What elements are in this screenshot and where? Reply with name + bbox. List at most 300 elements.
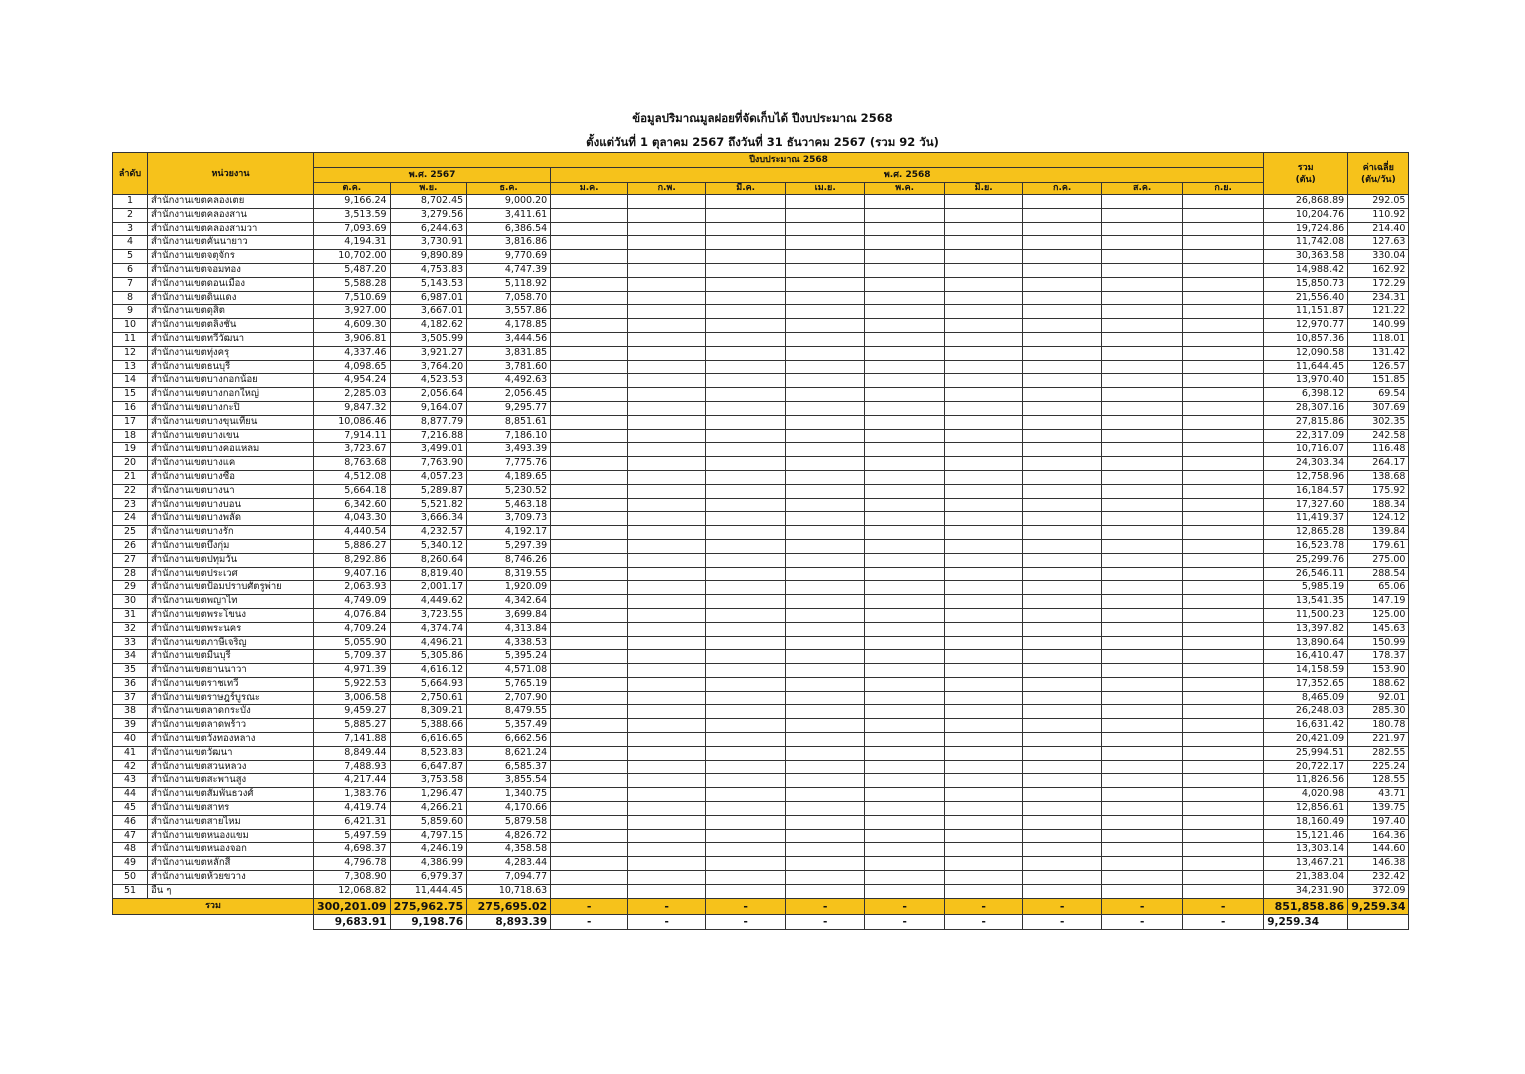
empty-month-cell: [1102, 401, 1183, 415]
unit-name: สำนักงานเขตวัฒนา: [148, 746, 314, 760]
empty-month-cell: [551, 291, 628, 305]
row-number: 45: [113, 802, 148, 816]
row-average: 131.42: [1348, 346, 1409, 360]
empty-month-cell: [1023, 346, 1102, 360]
month-value: 4,747.39: [467, 263, 551, 277]
empty-month-cell: [551, 484, 628, 498]
empty-month-cell: [786, 746, 865, 760]
empty-month-cell: [1183, 222, 1264, 236]
row-total: 15,850.73: [1264, 277, 1348, 291]
sum-dash: -: [865, 898, 945, 914]
month-value: 4,178.85: [467, 319, 551, 333]
empty-month-cell: [551, 664, 628, 678]
header-month: พ.ค.: [865, 183, 945, 195]
month-value: 10,718.63: [467, 884, 551, 898]
empty-month-cell: [786, 401, 865, 415]
empty-month-cell: [1023, 691, 1102, 705]
empty-month-cell: [1023, 567, 1102, 581]
month-value: 7,510.69: [314, 291, 391, 305]
month-value: 4,057.23: [390, 470, 467, 484]
month-value: 8,319.55: [467, 567, 551, 581]
month-value: 4,386.99: [390, 857, 467, 871]
empty-month-cell: [1102, 760, 1183, 774]
unit-name: สำนักงานเขตบางนา: [148, 484, 314, 498]
row-number: 18: [113, 429, 148, 443]
row-number: 26: [113, 539, 148, 553]
month-value: 5,886.27: [314, 539, 391, 553]
unit-name: สำนักงานเขตยานนาวา: [148, 664, 314, 678]
month-value: 4,232.57: [390, 526, 467, 540]
row-average: 139.75: [1348, 802, 1409, 816]
empty-month-cell: [1102, 733, 1183, 747]
month-value: 2,063.93: [314, 581, 391, 595]
table-row: [113, 581, 1409, 595]
empty-month-cell: [706, 760, 786, 774]
empty-month-cell: [1183, 677, 1264, 691]
row-number: 34: [113, 650, 148, 664]
row-total: 12,970.77: [1264, 319, 1348, 333]
empty-month-cell: [628, 539, 706, 553]
empty-month-cell: [1183, 815, 1264, 829]
row-number: 9: [113, 305, 148, 319]
empty-month-cell: [945, 857, 1023, 871]
empty-month-cell: [706, 677, 786, 691]
month-value: 10,702.00: [314, 250, 391, 264]
empty-month-cell: [1102, 208, 1183, 222]
empty-month-cell: [1102, 346, 1183, 360]
row-average: 150.99: [1348, 636, 1409, 650]
month-value: 4,266.21: [390, 802, 467, 816]
avg-dash: -: [628, 914, 706, 929]
row-average: 65.06: [1348, 581, 1409, 595]
month-value: 4,971.39: [314, 664, 391, 678]
row-number: 20: [113, 457, 148, 471]
empty-month-cell: [551, 760, 628, 774]
row-total: 12,865.28: [1264, 526, 1348, 540]
empty-month-cell: [706, 705, 786, 719]
empty-month-cell: [786, 263, 865, 277]
row-total: 16,631.42: [1264, 719, 1348, 733]
avg-dash: -: [945, 914, 1023, 929]
empty-month-cell: [1183, 733, 1264, 747]
empty-month-cell: [1183, 277, 1264, 291]
row-total: 28,307.16: [1264, 401, 1348, 415]
empty-month-cell: [1183, 608, 1264, 622]
empty-month-cell: [706, 236, 786, 250]
empty-month-cell: [628, 622, 706, 636]
month-value: 6,647.87: [390, 760, 467, 774]
month-value: 7,914.11: [314, 429, 391, 443]
empty-month-cell: [706, 719, 786, 733]
month-value: 4,182.62: [390, 319, 467, 333]
empty-month-cell: [551, 884, 628, 898]
month-value: 3,831.85: [467, 346, 551, 360]
empty-month-cell: [628, 457, 706, 471]
empty-month-cell: [945, 608, 1023, 622]
month-value: 2,001.17: [390, 581, 467, 595]
row-average: 127.63: [1348, 236, 1409, 250]
empty-month-cell: [865, 843, 945, 857]
daily-average-row: [113, 914, 1409, 929]
empty-month-cell: [1023, 539, 1102, 553]
month-value: 4,698.37: [314, 843, 391, 857]
row-number: 25: [113, 526, 148, 540]
month-value: 8,877.79: [390, 415, 467, 429]
row-number: 27: [113, 553, 148, 567]
empty-month-cell: [628, 195, 706, 209]
row-average: 372.09: [1348, 884, 1409, 898]
unit-name: สำนักงานเขตบางกะปิ: [148, 401, 314, 415]
row-average: 144.60: [1348, 843, 1409, 857]
month-value: 9,164.07: [390, 401, 467, 415]
row-total: 13,397.82: [1264, 622, 1348, 636]
empty-month-cell: [1023, 829, 1102, 843]
empty-month-cell: [706, 746, 786, 760]
row-average: 178.37: [1348, 650, 1409, 664]
empty-month-cell: [1183, 705, 1264, 719]
table-row: [113, 705, 1409, 719]
empty-month-cell: [1023, 236, 1102, 250]
table-row: [113, 526, 1409, 540]
row-total: 13,303.14: [1264, 843, 1348, 857]
empty-month-cell: [1183, 236, 1264, 250]
month-value: 7,058.70: [467, 291, 551, 305]
row-total: 14,158.59: [1264, 664, 1348, 678]
sum-month-value: 275,962.75: [390, 898, 467, 914]
empty-month-cell: [628, 871, 706, 885]
header-year-2568: พ.ศ. 2568: [551, 168, 1264, 183]
avg-dash: -: [865, 914, 945, 929]
empty-month-cell: [628, 401, 706, 415]
month-value: 4,374.74: [390, 622, 467, 636]
table-row: [113, 595, 1409, 609]
empty-month-cell: [786, 608, 865, 622]
empty-month-cell: [1023, 429, 1102, 443]
empty-month-cell: [706, 539, 786, 553]
empty-month-cell: [628, 581, 706, 595]
empty-month-cell: [628, 512, 706, 526]
unit-name: สำนักงานเขตดอนเมือง: [148, 277, 314, 291]
unit-name: สำนักงานเขตสายไหม: [148, 815, 314, 829]
unit-name: สำนักงานเขตคลองสาน: [148, 208, 314, 222]
row-average: 128.55: [1348, 774, 1409, 788]
empty-month-cell: [1183, 829, 1264, 843]
table-row: [113, 360, 1409, 374]
unit-name: สำนักงานเขตดุสิต: [148, 305, 314, 319]
month-value: 4,246.19: [390, 843, 467, 857]
empty-month-cell: [1183, 746, 1264, 760]
empty-month-cell: [945, 567, 1023, 581]
empty-month-cell: [706, 567, 786, 581]
row-total: 14,988.42: [1264, 263, 1348, 277]
empty-month-cell: [945, 319, 1023, 333]
unit-name: สำนักงานเขตป้อมปราบศัตรูพ่าย: [148, 581, 314, 595]
table-row: [113, 429, 1409, 443]
empty-month-cell: [1023, 512, 1102, 526]
empty-month-cell: [1102, 277, 1183, 291]
row-average: 151.85: [1348, 374, 1409, 388]
row-average: 110.92: [1348, 208, 1409, 222]
table-row: [113, 650, 1409, 664]
month-value: 4,753.83: [390, 263, 467, 277]
month-value: 4,523.53: [390, 374, 467, 388]
empty-month-cell: [1102, 843, 1183, 857]
unit-name: สำนักงานเขตคันนายาว: [148, 236, 314, 250]
month-value: 3,921.27: [390, 346, 467, 360]
empty-month-cell: [628, 788, 706, 802]
month-value: 4,358.58: [467, 843, 551, 857]
avg-month-value: 9,198.76: [390, 914, 467, 929]
empty-month-cell: [706, 815, 786, 829]
month-value: 9,459.27: [314, 705, 391, 719]
empty-month-cell: [628, 236, 706, 250]
empty-month-cell: [945, 622, 1023, 636]
table-row: [113, 443, 1409, 457]
empty-month-cell: [1023, 595, 1102, 609]
empty-month-cell: [865, 636, 945, 650]
empty-month-cell: [945, 815, 1023, 829]
empty-month-cell: [1183, 719, 1264, 733]
row-total: 26,546.11: [1264, 567, 1348, 581]
empty-month-cell: [1102, 650, 1183, 664]
empty-month-cell: [865, 291, 945, 305]
empty-month-cell: [945, 388, 1023, 402]
month-value: 3,557.86: [467, 305, 551, 319]
empty-month-cell: [1023, 470, 1102, 484]
row-number: 23: [113, 498, 148, 512]
empty-month-cell: [628, 650, 706, 664]
month-value: 5,859.60: [390, 815, 467, 829]
empty-month-cell: [706, 857, 786, 871]
unit-name: สำนักงานเขตหนองจอก: [148, 843, 314, 857]
row-number: 19: [113, 443, 148, 457]
empty-month-cell: [1183, 498, 1264, 512]
unit-name: สำนักงานเขตประเวศ: [148, 567, 314, 581]
empty-month-cell: [1023, 581, 1102, 595]
table-row: [113, 484, 1409, 498]
empty-month-cell: [945, 470, 1023, 484]
empty-month-cell: [786, 457, 865, 471]
empty-month-cell: [628, 595, 706, 609]
table-row: [113, 305, 1409, 319]
row-average: 292.05: [1348, 195, 1409, 209]
empty-month-cell: [1183, 250, 1264, 264]
empty-month-cell: [865, 484, 945, 498]
document-subtitle: ตั้งแต่วันที่ 1 ตุลาคม 2567 ถึงวันที่ 31 ธันวาคม 2567 (รวม 92 วัน): [586, 135, 939, 149]
table-row: [113, 388, 1409, 402]
empty-month-cell: [706, 332, 786, 346]
empty-month-cell: [1102, 470, 1183, 484]
row-number: 36: [113, 677, 148, 691]
empty-month-cell: [865, 415, 945, 429]
empty-month-cell: [865, 760, 945, 774]
month-value: 3,723.55: [390, 608, 467, 622]
empty-month-cell: [1183, 760, 1264, 774]
empty-month-cell: [786, 705, 865, 719]
empty-month-cell: [786, 443, 865, 457]
unit-name: สำนักงานเขตลาดกระบัง: [148, 705, 314, 719]
row-total: 22,317.09: [1264, 429, 1348, 443]
empty-month-cell: [706, 401, 786, 415]
table-row: [113, 415, 1409, 429]
empty-month-cell: [706, 512, 786, 526]
month-value: 4,796.78: [314, 857, 391, 871]
empty-month-cell: [1102, 802, 1183, 816]
month-value: 4,797.15: [390, 829, 467, 843]
row-number: 29: [113, 581, 148, 595]
empty-month-cell: [628, 802, 706, 816]
unit-name: สำนักงานเขตมีนบุรี: [148, 650, 314, 664]
avg-dash: -: [1183, 914, 1264, 929]
row-average: 164.36: [1348, 829, 1409, 843]
sum-dash: -: [1023, 898, 1102, 914]
month-value: 4,709.24: [314, 622, 391, 636]
empty-month-cell: [706, 374, 786, 388]
empty-month-cell: [706, 277, 786, 291]
month-value: 3,927.00: [314, 305, 391, 319]
empty-month-cell: [706, 595, 786, 609]
header-month: ส.ค.: [1102, 183, 1183, 195]
empty-month-cell: [945, 484, 1023, 498]
empty-month-cell: [706, 346, 786, 360]
empty-month-cell: [706, 250, 786, 264]
table-row: [113, 457, 1409, 471]
empty-month-cell: [706, 636, 786, 650]
header-total: รวม (ตัน): [1264, 153, 1348, 195]
empty-month-cell: [865, 429, 945, 443]
row-total: 30,363.58: [1264, 250, 1348, 264]
empty-month-cell: [945, 664, 1023, 678]
row-number: 40: [113, 733, 148, 747]
empty-month-cell: [706, 650, 786, 664]
header-month: พ.ย.: [390, 183, 467, 195]
empty-month-cell: [551, 277, 628, 291]
empty-month-cell: [1102, 388, 1183, 402]
month-value: 9,847.32: [314, 401, 391, 415]
empty-month-cell: [945, 843, 1023, 857]
empty-month-cell: [865, 443, 945, 457]
unit-name: สำนักงานเขตบางกอกน้อย: [148, 374, 314, 388]
row-total: 11,419.37: [1264, 512, 1348, 526]
header-average: ค่าเฉลี่ย (ตัน/วัน): [1348, 153, 1409, 195]
empty-month-cell: [945, 277, 1023, 291]
avg-dash: -: [1102, 914, 1183, 929]
empty-month-cell: [706, 319, 786, 333]
empty-month-cell: [628, 608, 706, 622]
empty-month-cell: [1183, 539, 1264, 553]
month-value: 9,407.16: [314, 567, 391, 581]
empty-month-cell: [945, 719, 1023, 733]
empty-month-cell: [1183, 291, 1264, 305]
empty-month-cell: [1102, 871, 1183, 885]
month-value: 5,143.53: [390, 277, 467, 291]
row-average: 147.19: [1348, 595, 1409, 609]
empty-month-cell: [786, 636, 865, 650]
row-average: 242.58: [1348, 429, 1409, 443]
month-value: 8,523.83: [390, 746, 467, 760]
sum-row: [113, 898, 1409, 914]
empty-month-cell: [551, 360, 628, 374]
empty-month-cell: [706, 871, 786, 885]
unit-name: สำนักงานเขตภาษีเจริญ: [148, 636, 314, 650]
row-average: 172.29: [1348, 277, 1409, 291]
month-value: 3,764.20: [390, 360, 467, 374]
empty-month-cell: [1023, 457, 1102, 471]
empty-month-cell: [865, 374, 945, 388]
month-value: 4,194.31: [314, 236, 391, 250]
empty-month-cell: [865, 871, 945, 885]
unit-name: สำนักงานเขตบางเขน: [148, 429, 314, 443]
header-month: ก.ย.: [1183, 183, 1264, 195]
empty-month-cell: [786, 319, 865, 333]
row-number: 4: [113, 236, 148, 250]
empty-month-cell: [706, 691, 786, 705]
empty-month-cell: [551, 691, 628, 705]
empty-month-cell: [1023, 871, 1102, 885]
header-month: ต.ค.: [314, 183, 391, 195]
empty-month-cell: [945, 332, 1023, 346]
row-average: 330.04: [1348, 250, 1409, 264]
empty-month-cell: [706, 360, 786, 374]
unit-name: สำนักงานเขตบางกอกใหญ่: [148, 388, 314, 402]
empty-month-cell: [1023, 553, 1102, 567]
row-number: 48: [113, 843, 148, 857]
empty-month-cell: [628, 829, 706, 843]
empty-month-cell: [551, 746, 628, 760]
month-value: 3,699.84: [467, 608, 551, 622]
empty-month-cell: [865, 774, 945, 788]
empty-month-cell: [1023, 760, 1102, 774]
table-row: [113, 636, 1409, 650]
empty-month-cell: [1102, 332, 1183, 346]
row-average: 118.01: [1348, 332, 1409, 346]
row-total: 13,970.40: [1264, 374, 1348, 388]
empty-month-cell: [551, 843, 628, 857]
empty-month-cell: [628, 526, 706, 540]
month-value: 2,750.61: [390, 691, 467, 705]
avg-dash: -: [706, 914, 786, 929]
empty-month-cell: [1023, 857, 1102, 871]
empty-month-cell: [1023, 705, 1102, 719]
row-number: 21: [113, 470, 148, 484]
row-number: 32: [113, 622, 148, 636]
unit-name: สำนักงานเขตจอมทอง: [148, 263, 314, 277]
row-number: 24: [113, 512, 148, 526]
row-average: 153.90: [1348, 664, 1409, 678]
empty-month-cell: [945, 498, 1023, 512]
empty-month-cell: [1102, 884, 1183, 898]
empty-month-cell: [628, 429, 706, 443]
month-value: 3,906.81: [314, 332, 391, 346]
empty-month-cell: [865, 277, 945, 291]
row-total: 4,020.98: [1264, 788, 1348, 802]
row-average: 145.63: [1348, 622, 1409, 636]
month-value: 5,885.27: [314, 719, 391, 733]
month-value: 4,098.65: [314, 360, 391, 374]
sum-dash: -: [1183, 898, 1264, 914]
empty-month-cell: [1102, 815, 1183, 829]
empty-month-cell: [551, 774, 628, 788]
empty-month-cell: [1023, 388, 1102, 402]
sum-dash: -: [551, 898, 628, 914]
empty-month-cell: [1023, 374, 1102, 388]
table-row: [113, 277, 1409, 291]
empty-month-cell: [945, 263, 1023, 277]
empty-month-cell: [551, 567, 628, 581]
table-row: [113, 815, 1409, 829]
month-value: 5,588.28: [314, 277, 391, 291]
row-total: 13,890.64: [1264, 636, 1348, 650]
